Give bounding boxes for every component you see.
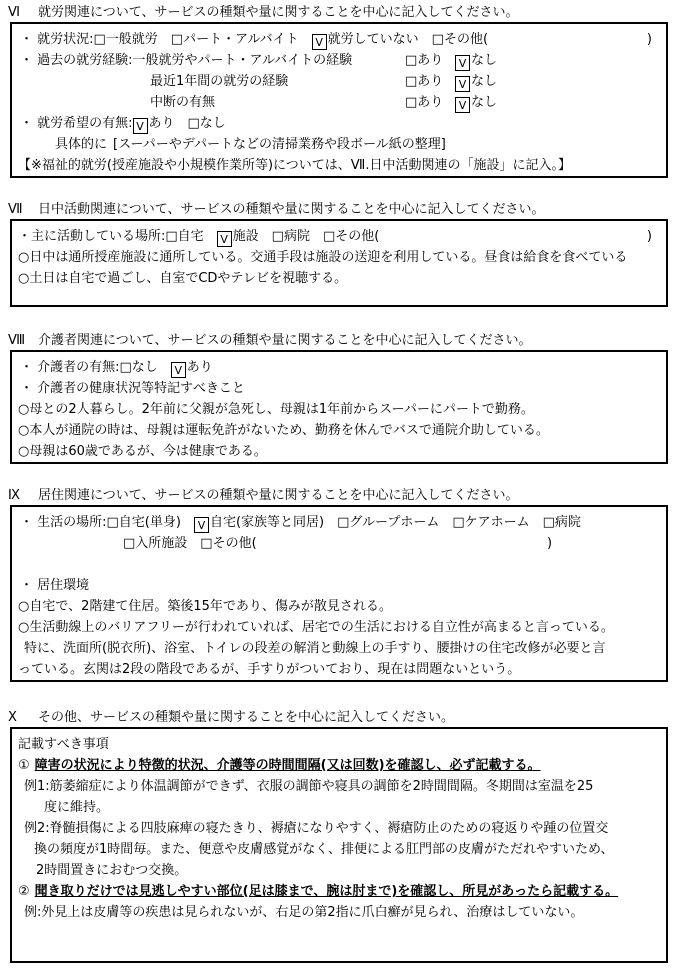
example-2-text-1: 例2:脊髄損傷による四肢麻痺の寝たきり、褥瘡になりやすく、褥瘡防止のための寝返りや踵の位置交 [24,821,609,836]
section-x-blank-space [18,923,660,961]
section-x-box [10,727,668,963]
circled-two-mark: ② [18,884,30,899]
section-vi-heading [0,3,678,22]
residence-note-1: ○自宅で、2階建て住居。築後15年であり、傷みが散見される。 [18,599,392,614]
section-ix-numeral: Ⅸ [8,488,20,503]
residence-note-4: っている。玄関は2段の階段であるが、手すりがついており、現在は問題ないという。 [18,662,521,677]
recent-year-experience-row [18,71,660,92]
daytime-note-row-2 [18,268,660,289]
section-other [0,708,678,963]
residence-note-row-3 [18,638,660,659]
section-vii-heading [0,200,678,219]
facility-checkbox[interactable]: V [217,231,232,247]
caregiver-health-heading-row [18,378,660,399]
recent-year-experience-label: 最近1年間の就労の経験 [150,74,289,89]
items-to-record-heading: 記載すべき事項 [18,737,109,752]
living-environment-heading: ・ 居住環境 [20,578,90,593]
ari-checkbox-unchecked-1[interactable]: □あり [405,53,444,68]
home-with-family-checkbox[interactable]: V [194,517,209,533]
caregiver-yes-checkbox[interactable]: V [171,362,186,378]
nashi-label-1: なし [471,53,498,68]
daytime-note-1: ○日中は通所授産施設に通所している。交通手段は施設の送迎を利用している。昼食は給食を食べている [18,250,628,265]
activity-other-close-paren: ) [646,229,652,244]
other-close-paren: ) [646,32,652,47]
section-vii-box [10,219,668,307]
example-3-text: 例:外見上は皮膚等の疾患は見られないが、右足の第2指に爪白癬が見られ、治療はしていない。 [24,905,584,920]
welfare-work-note: 【※福祉的就労(授産施設や小規模作業所等)については、Ⅶ.日中活動関連の「施設」に記入。】 [18,158,571,173]
ari-checkbox-unchecked-3[interactable]: □あり [405,95,444,110]
living-place-row-1 [18,512,660,533]
instruction-row-1 [18,755,660,776]
example-1-text-2: 度に維持。 [44,800,110,815]
work-wish-label: ・ 就労希望の有無: [20,116,133,131]
section-ix-box [10,505,668,682]
work-wish-detail-label: 具体的に [55,137,108,152]
welfare-work-note-row [18,155,660,176]
section-daytime-activity [0,200,678,307]
activity-place-label: ・主に活動している場所:□自宅 [18,229,217,244]
instruction-1-text: 障害の状況により特徴的状況、介護等の時間間隔(又は回数)を確認し、必ず記載する。 [34,758,541,773]
section-residence [0,486,678,682]
nashi-checkbox-3[interactable]: V [455,97,470,113]
example-2-row-2 [18,839,660,860]
assessment-form-page [0,3,678,963]
living-place-options-2: □入所施設 □その他( [123,536,257,551]
not-working-checkbox[interactable]: V [312,34,327,50]
nashi-label-3: なし [471,95,498,110]
example-3-row [18,902,660,923]
section-x-numeral: Ⅹ [8,710,17,725]
employment-status-row [18,29,660,50]
example-2-text-2: 換の頻度が1時間毎。また、便意や皮膚感覚がなく、排便による肛門部の皮膚がただれやすいため、 [34,842,614,857]
caregiver-presence-row [18,357,660,378]
work-wish-row [18,113,660,134]
ari-checkbox-unchecked-2[interactable]: □あり [405,74,444,89]
residence-note-2: ○生活動線上のバリアフリーが行われていれば、居宅での生活における自立性が高まると言っている。 [18,620,614,635]
activity-place-row [18,226,660,247]
circled-one-mark: ① [18,758,30,773]
living-place-label: ・ 生活の場所:□自宅(単身) [20,515,194,530]
section-x-heading [0,708,678,727]
work-wish-options: あり □なし [148,116,226,131]
past-work-experience-label: ・ 過去の就労経験:一般就労やパート・アルバイトの経験 [20,53,353,68]
nashi-checked-2 [455,71,497,92]
caregiver-note-2: ○本人が通院の時は、母親は運転免許がないため、勤務を休んでバスで通院介助している。 [18,423,549,438]
example-1-row-1 [18,776,660,797]
living-other-close-paren: ) [547,536,553,551]
section-viii-box [10,350,668,464]
nashi-checked-3 [455,92,497,113]
section-vii-blank-space [18,289,660,305]
daytime-note-row-1 [18,247,660,268]
example-2-row-1 [18,818,660,839]
nashi-checkbox-1[interactable]: V [455,55,470,71]
interruption-row [18,92,660,113]
section-ix-heading [0,486,678,505]
wish-yes-checkbox[interactable]: V [133,118,148,134]
caregiver-note-row-1 [18,399,660,420]
residence-note-row-4 [18,659,660,680]
section-x-title: その他、サービスの種類や量に関することを中心に記入してください。 [38,710,455,725]
example-1-text-1: 例1:筋萎縮症により体温調節ができず、衣服の調節や寝具の調節を2時間間隔。冬期間は室温を25 [24,779,594,794]
employment-status-options: 就労していない □その他( [327,32,489,47]
section-viii-title: 介護者関連について、サービスの種類や量に関することを中心に記入してください。 [38,333,532,348]
residence-note-3: 特に、洗面所(脱衣所)、浴室、トイレの段差の解消と動線上の手すり、腰掛けの住宅改修が必要と言 [24,641,606,656]
nashi-label-2: なし [471,74,498,89]
items-to-record-heading-row [18,734,660,755]
work-wish-detail-row [18,134,660,155]
section-vi-title: 就労関連について、サービスの種類や量に関することを中心に記入してください。 [38,5,519,20]
living-place-row-2 [18,533,660,554]
example-1-row-2 [18,797,660,818]
residence-note-row-2 [18,617,660,638]
nashi-checked-1 [455,50,497,71]
caregiver-note-1: ○母との2人暮らし。2年前に父親が急死し、母親は1年前からスーパーにパートで勤務。 [18,402,534,417]
residence-note-row-1 [18,596,660,617]
nashi-checkbox-2[interactable]: V [455,76,470,92]
blank-row [18,554,660,575]
caregiver-note-row-2 [18,420,660,441]
caregiver-note-3: ○母親は60歳であるが、今は健康である。 [18,444,267,459]
section-viii-numeral: Ⅷ [8,333,26,348]
instruction-2-text: 聞き取りだけでは見逃しやすい部位(足は膝まで、腕は肘まで)を確認し、所見があったら記載する。 [34,884,619,899]
section-employment [0,3,678,178]
caregiver-health-heading: ・ 介護者の健康状況等特記すべきこと [20,381,245,396]
example-2-row-3 [18,860,660,881]
interruption-label: 中断の有無 [150,95,216,110]
example-2-text-3: 2時間置きにおむつ交換。 [36,863,188,878]
section-viii-heading [0,331,678,350]
caregiver-presence-label: ・ 介護者の有無:□なし [20,360,171,375]
section-vi-box [10,22,668,178]
caregiver-note-row-3 [18,441,660,462]
past-work-experience-row [18,50,660,71]
section-ix-title: 居住関連について、サービスの種類や量に関することを中心に記入してください。 [38,488,519,503]
employment-status-label: ・ 就労状況:□一般就労 □パート・アルバイト [20,32,312,47]
section-caregiver [0,331,678,464]
activity-place-options: 施設 □病院 □その他( [232,229,380,244]
daytime-note-2: ○土日は自宅で過ごし、自室でCDやテレビを視聴する。 [18,271,348,286]
work-wish-detail-value: [スーパーやデパートなどの清掃業務や段ボール紙の整理] [113,137,446,152]
living-environment-heading-row [18,575,660,596]
living-place-options: 自宅(家族等と同居) □グループホーム □ケアホーム □病院 [209,515,581,530]
instruction-row-2 [18,881,660,902]
section-vi-numeral: Ⅵ [8,5,20,20]
caregiver-yes-label: あり [186,360,213,375]
section-vii-title: 日中活動関連について、サービスの種類や量に関することを中心に記入してください。 [38,202,545,217]
section-vii-numeral: Ⅶ [8,202,23,217]
